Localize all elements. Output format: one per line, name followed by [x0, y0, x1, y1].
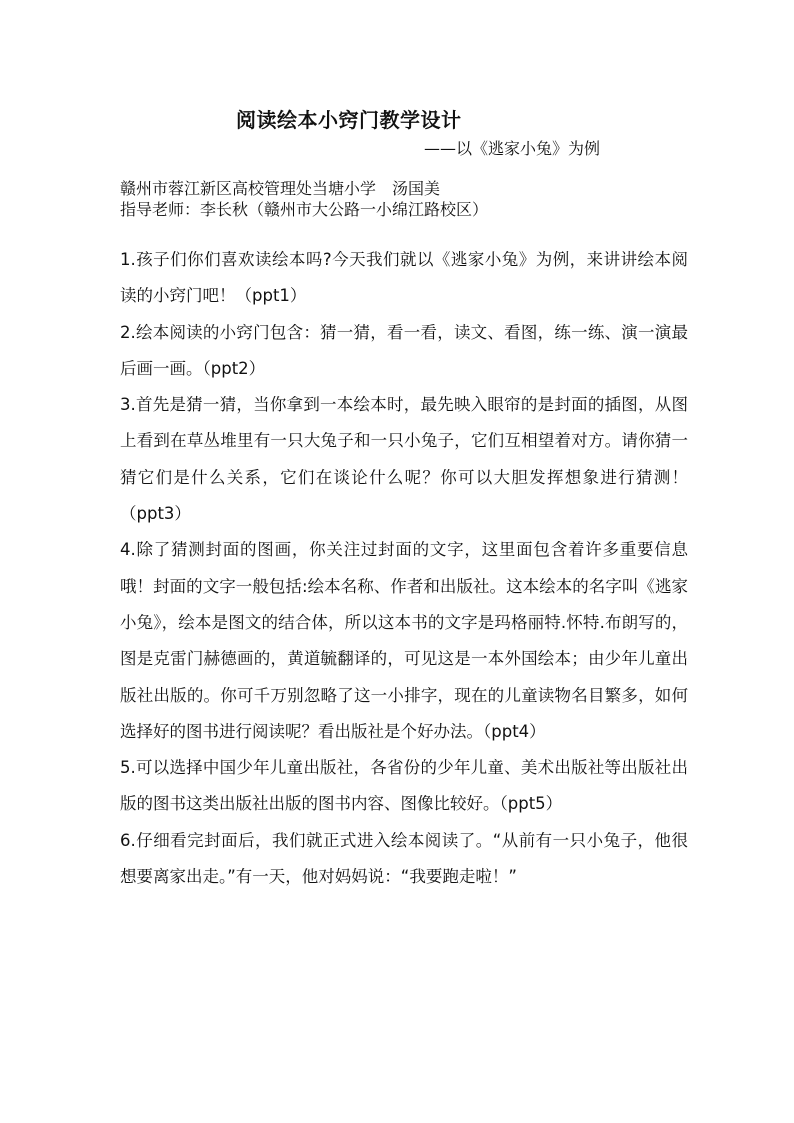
paragraph-4: 4.除了猜测封面的图画，你关注过封面的文字，这里面包含着许多重要信息哦！封面的文字一般包括:绘本名称、作者和出版社。这本绘本的名字叫《逃家小兔》，绘本是图文的结合体，所以这本书的文字是玛格丽特.怀特.布朗写的，图是克雷门赫德画的，黄道毓翻译的，可见这是一本外国绘本；由少年儿童出版社出版的。你可千万别忽略了这一小排字，现在的儿童读物名目繁多，如何选择好的图书进行阅读呢？看出版社是个好办法。（ppt4） [120, 540, 688, 741]
document-subtitle: ——以《逃家小兔》为例 [424, 139, 601, 158]
advisor-line: 指导老师：李长秋（赣州市大公路一小绵江路校区） [120, 200, 489, 219]
paragraph-6: 6.仔细看完封面后，我们就正式进入绘本阅读了。“从前有一只小兔子，他很想要离家出走。”有一天，他对妈妈说：“我要跑走啦！” [120, 830, 688, 887]
paragraph-3: 3.首先是猜一猜，当你拿到一本绘本时，最先映入眼帘的是封面的插图，从图上看到在草丛堆里有一只大兔子和一只小兔子，它们互相望着对方。请你猜一猜它们是什么关系，它们在谈论什么呢？你可以大胆发挥想象进行猜测！（ppt3） [120, 395, 688, 524]
paragraph-2: 2.绘本阅读的小窍门包含：猜一猜，看一看，读文、看图，练一练、演一演最后画一画。（ppt2） [120, 322, 688, 378]
paragraph-1: 1.孩子们你们喜欢读绘本吗?今天我们就以《逃家小兔》为例，来讲讲绘本阅读的小窍门吧！（ppt1） [120, 250, 688, 306]
document-title: 阅读绘本小窍门教学设计 [236, 108, 462, 132]
author-block [120, 178, 488, 220]
paragraph-5: 5.可以选择中国少年儿童出版社，各省份的少年儿童、美术出版社等出版社出版的图书这类出版社出版的图书内容、图像比较好。（ppt5） [120, 758, 688, 814]
document-body [120, 242, 688, 895]
author-line: 赣州市蓉江新区高校管理处当塘小学 汤国美 [120, 179, 441, 198]
